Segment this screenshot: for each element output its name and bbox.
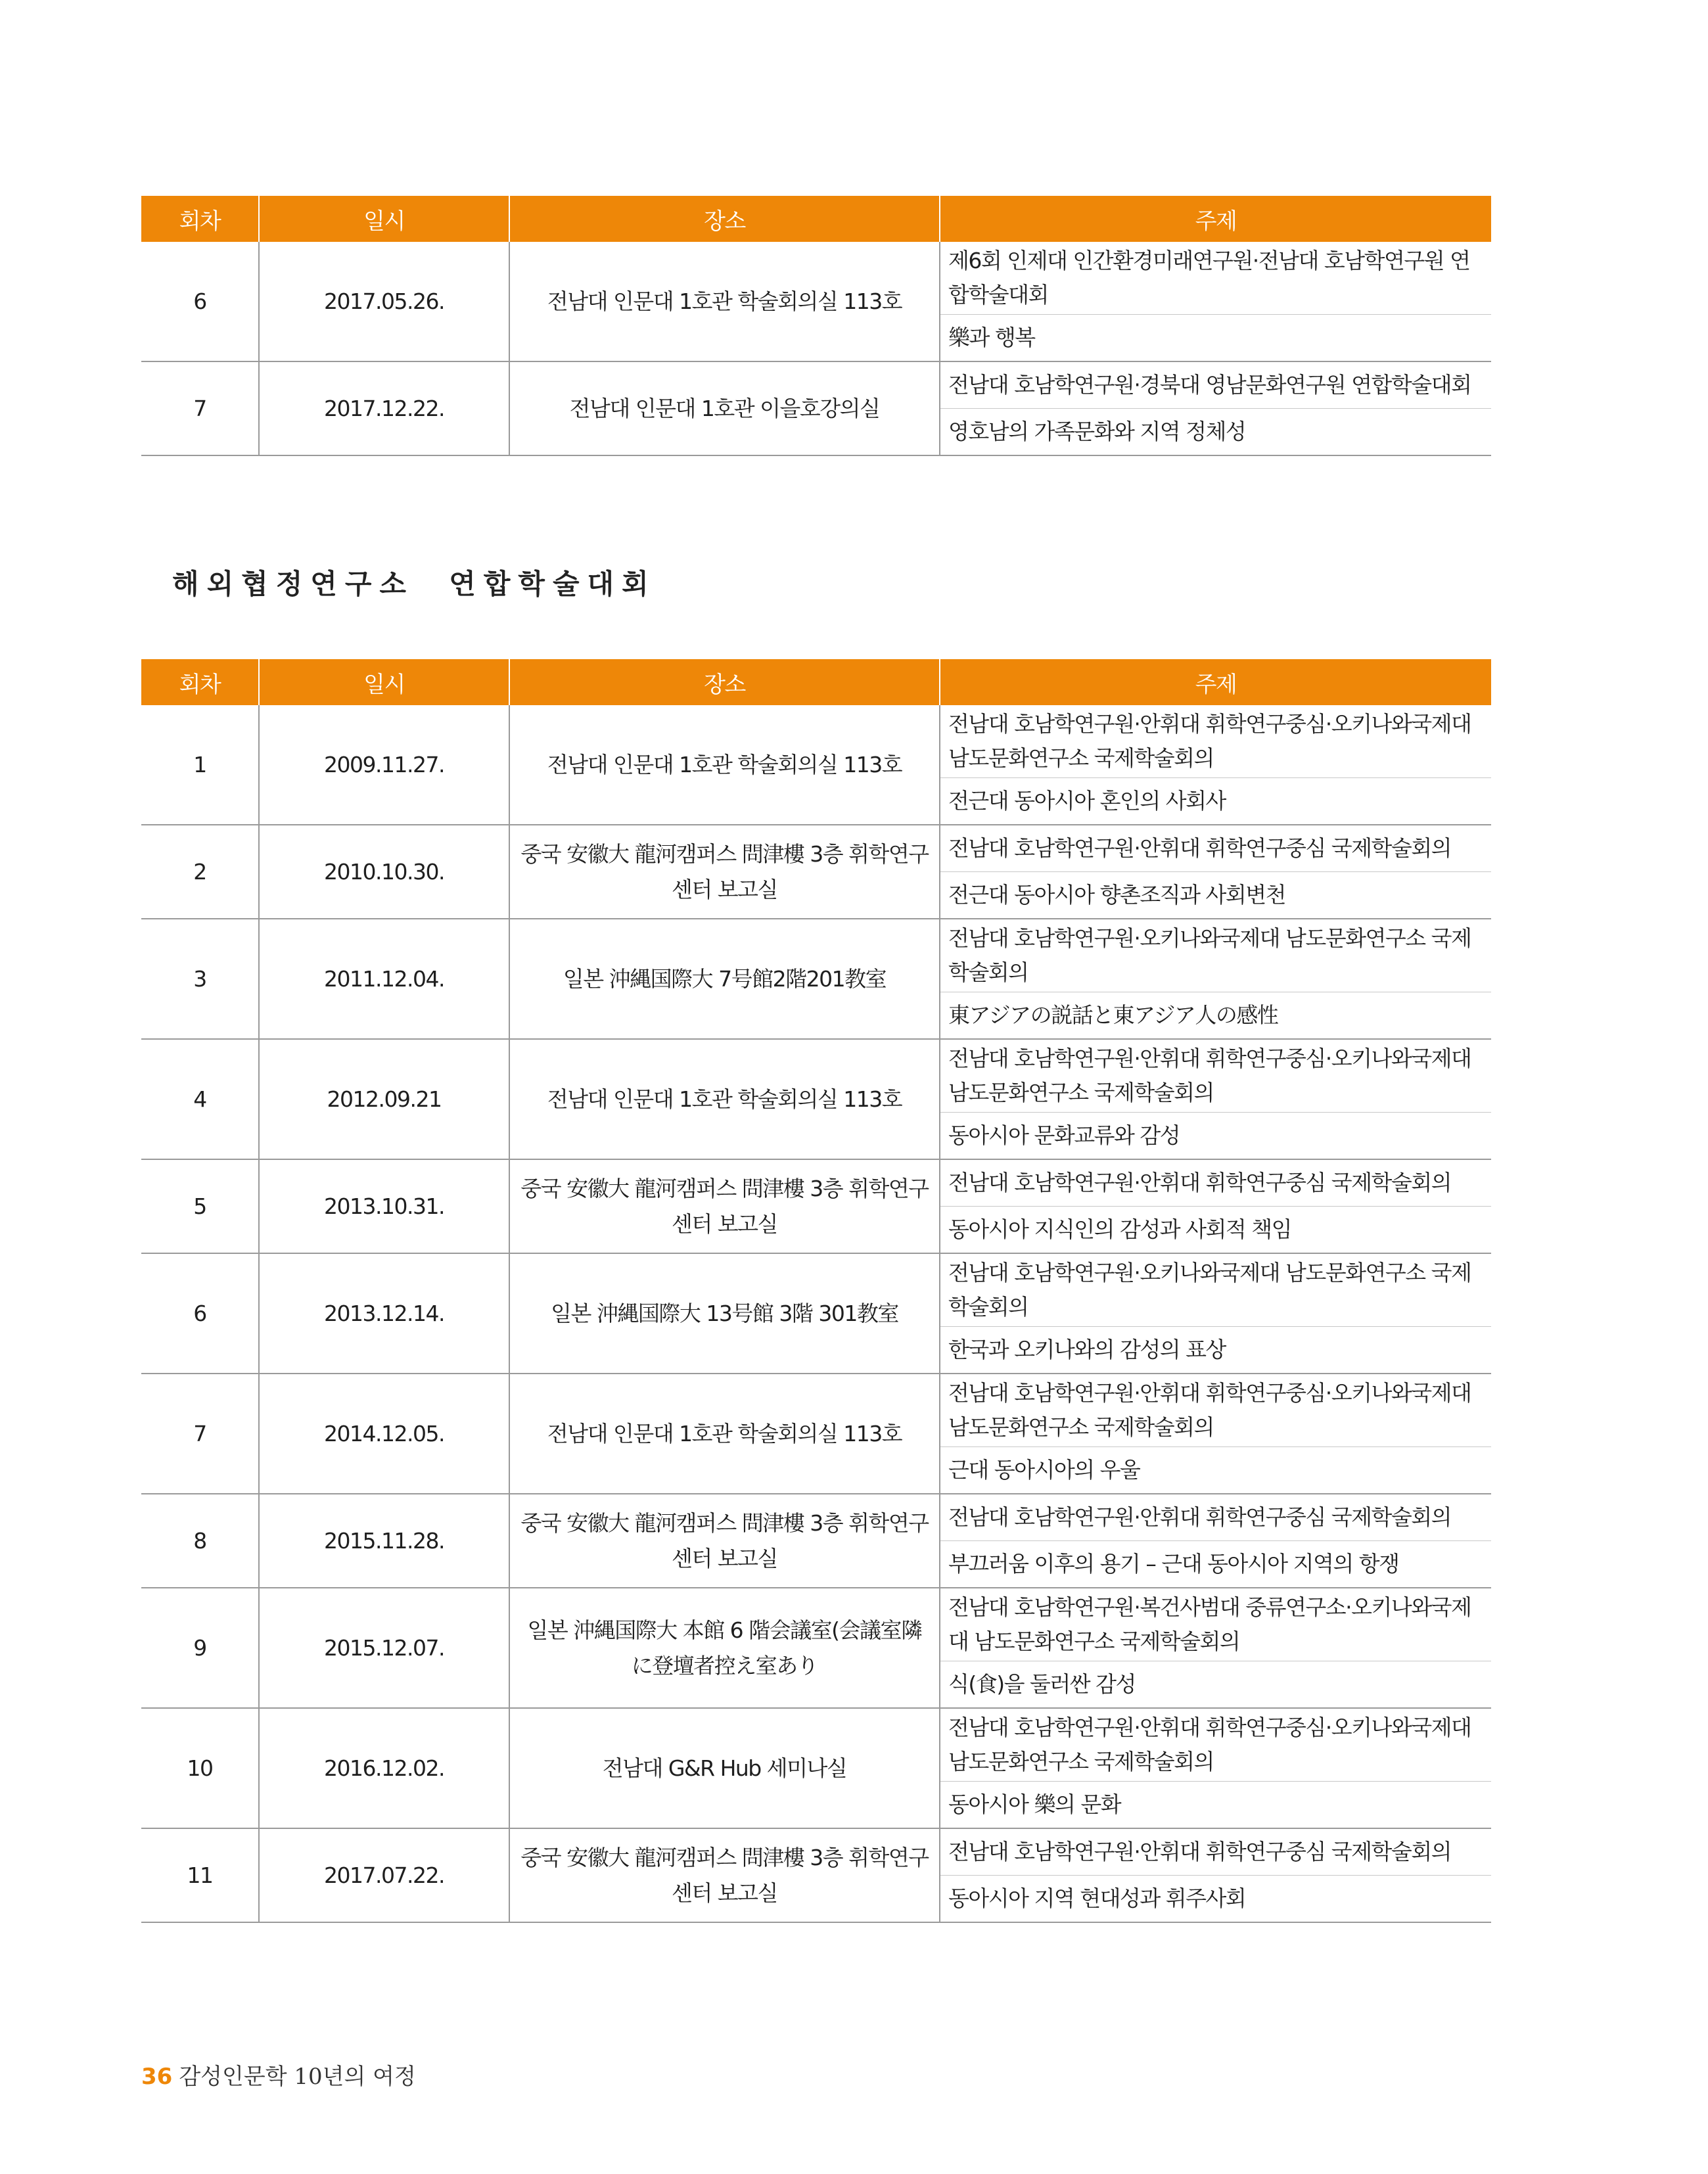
date-cell: 2011.12.04. (259, 919, 509, 1039)
topic-subject-cell: 樂과 행복 (940, 315, 1491, 362)
header-round: 회차 (141, 196, 259, 242)
date-cell: 2016.12.02. (259, 1708, 509, 1828)
round-cell: 1 (193, 752, 206, 777)
table-row (141, 705, 1491, 778)
header-date: 일시 (259, 659, 509, 705)
topic-title-cell: 제6회 인제대 인간환경미래연구원·전남대 호남학연구원 연합학술대회 (940, 242, 1491, 315)
place-cell: 전남대 인문대 1호관 학술회의실 113호 (509, 1039, 940, 1159)
date-cell: 2017.07.22. (259, 1828, 509, 1922)
topic-subject-cell: 부끄러움 이후의 용기 – 근대 동아시아 지역의 항쟁 (940, 1541, 1491, 1588)
topic-title-cell: 전남대 호남학연구원·복건사범대 중류연구소·오키나와국제대 남도문화연구소 국제학술회의 (940, 1588, 1491, 1661)
place-cell: 중국 安徽大 龍河캠퍼스 問津樓 3층 휘학연구센터 보고실 (509, 1159, 940, 1253)
topic-title-cell: 전남대 호남학연구원·안휘대 휘학연구중심 국제학술회의 (940, 1494, 1491, 1541)
table-row (141, 242, 1491, 315)
place-cell: 전남대 인문대 1호관 학술회의실 113호 (509, 242, 940, 361)
section-heading: 해외협정연구소 연합학술대회 (172, 568, 657, 600)
date-cell: 2012.09.21 (259, 1039, 509, 1159)
topic-subject-cell: 동아시아 樂의 문화 (940, 1782, 1491, 1829)
topic-title-cell: 전남대 호남학연구원·안휘대 휘학연구중심·오키나와국제대 남도문화연구소 국제학술회의 (940, 1708, 1491, 1782)
topic-subject-cell: 東アジアの説話と東アジア人の感性 (940, 992, 1491, 1040)
date-cell: 2014.12.05. (259, 1374, 509, 1494)
table-row (141, 1159, 1491, 1207)
place-cell: 일본 沖縄国際大 本館 6 階会議室(会議室隣に登壇者控え室あり (509, 1588, 940, 1708)
table-row (141, 1494, 1491, 1541)
round-cell: 6 (193, 289, 206, 314)
table-row (141, 825, 1491, 872)
topic-subject-cell: 동아시아 문화교류와 감성 (940, 1113, 1491, 1160)
place-cell: 중국 安徽大 龍河캠퍼스 問津樓 3층 휘학연구센터 보고실 (509, 1494, 940, 1588)
date-cell: 2017.12.22. (259, 361, 509, 455)
schedule-table-international (141, 659, 1491, 1923)
round-cell: 6 (141, 1253, 259, 1374)
place-cell: 전남대 인문대 1호관 학술회의실 113호 (509, 705, 940, 825)
topic-subject-cell: 전근대 동아시아 향촌조직과 사회변천 (940, 872, 1491, 919)
round-cell: 7 (141, 361, 259, 455)
topic-title-cell: 전남대 호남학연구원·경북대 영남문화연구원 연합학술대회 (940, 361, 1491, 409)
table-row (141, 1253, 1491, 1327)
round-cell: 3 (141, 919, 259, 1039)
page-footer (141, 2058, 416, 2091)
topic-subject-cell: 동아시아 지식인의 감성과 사회적 책임 (940, 1207, 1491, 1254)
date-cell: 2015.11.28. (259, 1494, 509, 1588)
header-place: 장소 (509, 196, 940, 242)
table-row (141, 1708, 1491, 1782)
place-cell: 전남대 인문대 1호관 이을호강의실 (509, 361, 940, 455)
page-number: 36 (141, 2064, 173, 2090)
topic-subject-cell: 근대 동아시아의 우울 (940, 1447, 1491, 1494)
header-date: 일시 (259, 196, 509, 242)
table-row (141, 361, 1491, 409)
topic-title-cell: 전남대 호남학연구원·안휘대 휘학연구중심·오키나와국제대 남도문화연구소 국제학술회의 (940, 705, 1491, 778)
topic-title-cell: 전남대 호남학연구원·오키나와국제대 남도문화연구소 국제학술회의 (940, 1253, 1491, 1327)
topic-title-cell: 전남대 호남학연구원·안휘대 휘학연구중심 국제학술회의 (940, 1828, 1491, 1876)
table-header-row (141, 196, 1491, 242)
date-cell: 2017.05.26. (259, 242, 509, 361)
date-cell: 2013.10.31. (259, 1159, 509, 1253)
book-title: 감성인문학 10년의 여정 (179, 2064, 416, 2090)
table-row (141, 1828, 1491, 1876)
round-cell: 5 (141, 1159, 259, 1253)
table-row (141, 1039, 1491, 1113)
place-cell: 일본 沖縄国際大 13号館 3階 301教室 (509, 1253, 940, 1374)
date-cell: 2009.11.27. (259, 705, 509, 825)
table-row (141, 919, 1491, 992)
topic-subject-cell: 식(食)을 둘러싼 감성 (940, 1661, 1491, 1709)
place-cell: 중국 安徽大 龍河캠퍼스 問津樓 3층 휘학연구센터 보고실 (509, 825, 940, 919)
place-cell: 일본 沖縄国際大 7号館2階201教室 (509, 919, 940, 1039)
date-cell: 2010.10.30. (259, 825, 509, 919)
topic-subject-cell: 전근대 동아시아 혼인의 사회사 (940, 778, 1491, 825)
round-cell: 9 (141, 1588, 259, 1708)
topic-title-cell: 전남대 호남학연구원·오키나와국제대 남도문화연구소 국제학술회의 (940, 919, 1491, 992)
topic-subject-cell: 영호남의 가족문화와 지역 정체성 (940, 409, 1491, 456)
header-topic: 주제 (940, 196, 1491, 242)
header-topic: 주제 (940, 659, 1491, 705)
round-cell: 10 (141, 1708, 259, 1828)
header-place: 장소 (509, 659, 940, 705)
round-cell: 7 (141, 1374, 259, 1494)
place-cell: 전남대 인문대 1호관 학술회의실 113호 (509, 1374, 940, 1494)
topic-title-cell: 전남대 호남학연구원·안휘대 휘학연구중심·오키나와국제대 남도문화연구소 국제학술회의 (940, 1039, 1491, 1113)
round-cell: 2 (141, 825, 259, 919)
topic-title-cell: 전남대 호남학연구원·안휘대 휘학연구중심 국제학술회의 (940, 1159, 1491, 1207)
table-row (141, 1588, 1491, 1661)
topic-subject-cell: 한국과 오키나와의 감성의 표상 (940, 1327, 1491, 1374)
schedule-table-domestic (141, 196, 1491, 456)
topic-subject-cell: 동아시아 지역 현대성과 휘주사회 (940, 1876, 1491, 1923)
date-cell: 2013.12.14. (259, 1253, 509, 1374)
place-cell: 중국 安徽大 龍河캠퍼스 問津樓 3층 휘학연구센터 보고실 (509, 1828, 940, 1922)
topic-title-cell: 전남대 호남학연구원·안휘대 휘학연구중심·오키나와국제대 남도문화연구소 국제학술회의 (940, 1374, 1491, 1447)
date-cell: 2015.12.07. (259, 1588, 509, 1708)
round-cell: 8 (141, 1494, 259, 1588)
header-round: 회차 (141, 659, 259, 705)
round-cell: 4 (141, 1039, 259, 1159)
place-cell: 전남대 G&R Hub 세미나실 (509, 1708, 940, 1828)
table-header-row (141, 659, 1491, 705)
topic-title-cell: 전남대 호남학연구원·안휘대 휘학연구중심 국제학술회의 (940, 825, 1491, 872)
table-row (141, 1374, 1491, 1447)
round-cell: 11 (141, 1828, 259, 1922)
